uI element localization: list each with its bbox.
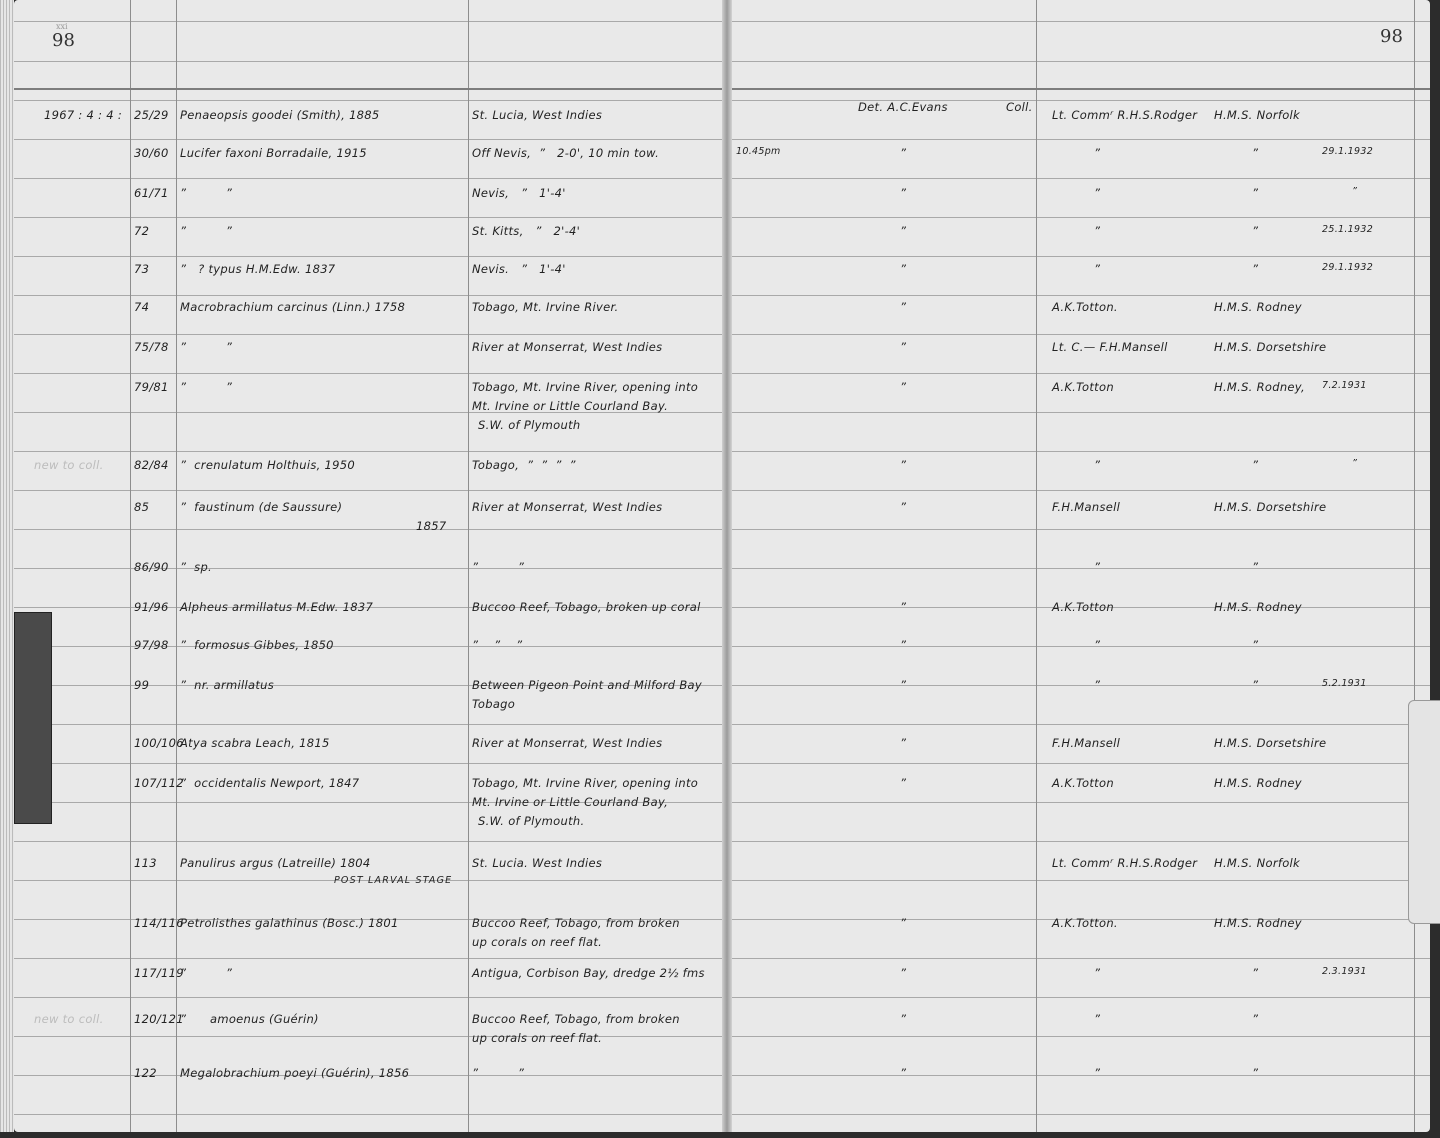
register-number: 73 bbox=[134, 262, 150, 276]
collector: ” bbox=[1094, 262, 1101, 276]
ship-name: H.M.S. Dorsetshire bbox=[1214, 340, 1327, 354]
locality-line: Mt. Irvine or Little Courland Bay. bbox=[472, 399, 669, 413]
register-number: 99 bbox=[134, 678, 150, 692]
locality: Nevis, ” 1'-4' bbox=[472, 186, 566, 200]
register-number: 100/106 bbox=[134, 736, 184, 750]
register-number: 113 bbox=[134, 856, 157, 870]
species-name: ” ” bbox=[180, 224, 233, 238]
ship-name: H.M.S. Rodney bbox=[1214, 776, 1302, 790]
collection-date: 25.1.1932 bbox=[1322, 224, 1374, 235]
locality-line: S.W. of Plymouth bbox=[478, 418, 581, 432]
species-name: ” faustinum (de Saussure) bbox=[180, 500, 343, 514]
determiner-ditto: ” bbox=[900, 776, 907, 790]
locality: Buccoo Reef, Tobago, from broken bbox=[472, 916, 680, 930]
collector: ” bbox=[1094, 1066, 1101, 1080]
locality: Between Pigeon Point and Milford Bay bbox=[472, 678, 702, 692]
locality-line: Mt. Irvine or Little Courland Bay, bbox=[472, 795, 669, 809]
collector: ” bbox=[1094, 186, 1101, 200]
locality: ” ” ” bbox=[472, 638, 523, 652]
collector: A.K.Totton bbox=[1052, 600, 1114, 614]
species-name: ” occidentalis Newport, 1847 bbox=[180, 776, 360, 790]
species-name: Petrolisthes galathinus (Bosc.) 1801 bbox=[180, 916, 399, 930]
ship-name: H.M.S. Rodney bbox=[1214, 600, 1302, 614]
register-number: 122 bbox=[134, 1066, 157, 1080]
locality: ” ” bbox=[472, 560, 525, 574]
collector: ” bbox=[1094, 678, 1101, 692]
determiner-ditto: ” bbox=[900, 1066, 907, 1080]
header-rule bbox=[14, 88, 722, 90]
determiner-ditto: ” bbox=[900, 736, 907, 750]
species-name: Panulirus argus (Latreille) 1804 bbox=[180, 856, 371, 870]
species-note: 1857 bbox=[416, 519, 447, 533]
locality-line: up corals on reef flat. bbox=[472, 935, 603, 949]
species-name: ” nr. armillatus bbox=[180, 678, 275, 692]
ship-name: H.M.S. Dorsetshire bbox=[1214, 736, 1327, 750]
ship-name: ” bbox=[1252, 638, 1259, 652]
locality-line: up corals on reef flat. bbox=[472, 1031, 603, 1045]
margin-note: new to coll. bbox=[34, 458, 104, 472]
determiner-ditto: ” bbox=[900, 458, 907, 472]
locality: River at Monserrat, West Indies bbox=[472, 340, 663, 354]
tow-time: 10.45pm bbox=[736, 146, 781, 157]
register-number: 74 bbox=[134, 300, 150, 314]
species-name: Macrobrachium carcinus (Linn.) 1758 bbox=[180, 300, 406, 314]
locality: Tobago, ” ” ” ” bbox=[472, 458, 576, 472]
collector: Lt. C.— F.H.Mansell bbox=[1052, 340, 1168, 354]
ship-name: H.M.S. Norfolk bbox=[1214, 856, 1300, 870]
page-number-left: 98 bbox=[52, 30, 75, 51]
locality: St. Lucia, West Indies bbox=[472, 108, 603, 122]
determiner-ditto: ” bbox=[900, 300, 907, 314]
locality: ” ” bbox=[472, 1066, 525, 1080]
collection-date: 5.2.1931 bbox=[1322, 678, 1367, 689]
column-rule bbox=[1414, 0, 1415, 1132]
collector: ” bbox=[1094, 224, 1101, 238]
species-name: ” crenulatum Holthuis, 1950 bbox=[180, 458, 355, 472]
species-name: ” ” bbox=[180, 966, 233, 980]
collector: Lt. Commʳ R.H.S.Rodger bbox=[1052, 108, 1198, 122]
column-rule bbox=[176, 0, 177, 1132]
determiner-ditto: ” bbox=[900, 678, 907, 692]
determiner-ditto: ” bbox=[900, 638, 907, 652]
determiner-ditto: ” bbox=[900, 224, 907, 238]
collector: ” bbox=[1094, 638, 1101, 652]
collector: A.K.Totton bbox=[1052, 776, 1114, 790]
index-tab-right bbox=[1408, 700, 1440, 924]
determiner-ditto: ” bbox=[900, 186, 907, 200]
species-name: Lucifer faxoni Borradaile, 1915 bbox=[180, 146, 367, 160]
column-rule bbox=[130, 0, 131, 1132]
locality-line: Tobago bbox=[472, 697, 516, 711]
ship-name: H.M.S. Rodney, bbox=[1214, 380, 1305, 394]
collector: ” bbox=[1094, 966, 1101, 980]
species-name: ” ? typus H.M.Edw. 1837 bbox=[180, 262, 336, 276]
collector: F.H.Mansell bbox=[1052, 500, 1121, 514]
collector: F.H.Mansell bbox=[1052, 736, 1121, 750]
register-number: 30/60 bbox=[134, 146, 169, 160]
register-number: 61/71 bbox=[134, 186, 169, 200]
ship-name: ” bbox=[1252, 1066, 1259, 1080]
register-number: 120/121 bbox=[134, 1012, 184, 1026]
ship-name: ” bbox=[1252, 186, 1259, 200]
ship-name: ” bbox=[1252, 146, 1259, 160]
locality: Tobago, Mt. Irvine River, opening into bbox=[472, 380, 699, 394]
species-name: ” ” bbox=[180, 186, 233, 200]
determiner-ditto: ” bbox=[900, 340, 907, 354]
page-edges bbox=[0, 0, 14, 1132]
locality: Buccoo Reef, Tobago, broken up coral bbox=[472, 600, 701, 614]
ship-name: ” bbox=[1252, 678, 1259, 692]
page-number-right: 98 bbox=[1380, 26, 1403, 47]
species-name: ” formosus Gibbes, 1850 bbox=[180, 638, 334, 652]
species-name: ” ” bbox=[180, 380, 233, 394]
collection-date: 7.2.1931 bbox=[1322, 380, 1367, 391]
ship-name: ” bbox=[1252, 560, 1259, 574]
determiner-ditto: ” bbox=[900, 380, 907, 394]
collection-label: Coll. bbox=[1006, 100, 1033, 114]
ship-name: ” bbox=[1252, 458, 1259, 472]
left-page bbox=[14, 0, 724, 1132]
species-name: Megalobrachium poeyi (Guérin), 1856 bbox=[180, 1066, 410, 1080]
collection-date: 2.3.1931 bbox=[1322, 966, 1367, 977]
locality: Antigua, Corbison Bay, dredge 2½ fms bbox=[472, 966, 705, 980]
collector: Lt. Commʳ R.H.S.Rodger bbox=[1052, 856, 1198, 870]
page-number-faint: xxi bbox=[56, 22, 68, 31]
locality: River at Monserrat, West Indies bbox=[472, 736, 663, 750]
locality: St. Lucia. West Indies bbox=[472, 856, 603, 870]
determiner-ditto: ” bbox=[900, 600, 907, 614]
register-number: 82/84 bbox=[134, 458, 169, 472]
header-rule bbox=[732, 88, 1430, 90]
species-name: Alpheus armillatus M.Edw. 1837 bbox=[180, 600, 374, 614]
species-name: ” amoenus (Guérin) bbox=[180, 1012, 319, 1026]
locality: Tobago, Mt. Irvine River, opening into bbox=[472, 776, 699, 790]
determiner-ditto: ” bbox=[900, 1012, 907, 1026]
register-number: 85 bbox=[134, 500, 150, 514]
collector: ” bbox=[1094, 458, 1101, 472]
right-page bbox=[728, 0, 1430, 1132]
collector: ” bbox=[1094, 560, 1101, 574]
locality: Nevis. ” 1'-4' bbox=[472, 262, 566, 276]
register-number: 114/116 bbox=[134, 916, 184, 930]
species-name: Penaeopsis goodei (Smith), 1885 bbox=[180, 108, 380, 122]
ship-name: H.M.S. Dorsetshire bbox=[1214, 500, 1327, 514]
locality-line: S.W. of Plymouth. bbox=[478, 814, 585, 828]
book-gutter bbox=[722, 0, 732, 1132]
determiner-ditto: ” bbox=[900, 500, 907, 514]
register-number: 97/98 bbox=[134, 638, 169, 652]
locality: Off Nevis, ” 2-0', 10 min tow. bbox=[472, 146, 660, 160]
ship-name: ” bbox=[1252, 1012, 1259, 1026]
collector: ” bbox=[1094, 146, 1101, 160]
species-name: ” sp. bbox=[180, 560, 213, 574]
collection-date: 29.1.1932 bbox=[1322, 262, 1374, 273]
register-number: 79/81 bbox=[134, 380, 169, 394]
register-number: 117/119 bbox=[134, 966, 184, 980]
determiner-ditto: ” bbox=[900, 262, 907, 276]
determiner-ditto: ” bbox=[900, 146, 907, 160]
locality: Buccoo Reef, Tobago, from broken bbox=[472, 1012, 680, 1026]
ship-name: ” bbox=[1252, 262, 1259, 276]
collector: A.K.Totton bbox=[1052, 380, 1114, 394]
index-tab-left bbox=[14, 612, 52, 824]
ship-name: H.M.S. Rodney bbox=[1214, 300, 1302, 314]
register-number: 86/90 bbox=[134, 560, 169, 574]
determiner-ditto: ” bbox=[900, 916, 907, 930]
ship-name: H.M.S. Rodney bbox=[1214, 916, 1302, 930]
locality: River at Monserrat, West Indies bbox=[472, 500, 663, 514]
collection-date: ” bbox=[1352, 186, 1358, 197]
register-number: 25/29 bbox=[134, 108, 169, 122]
determiner: Det. A.C.Evans bbox=[858, 100, 948, 114]
collector: A.K.Totton. bbox=[1052, 916, 1118, 930]
species-note: POST LARVAL STAGE bbox=[334, 875, 453, 886]
species-name: Atya scabra Leach, 1815 bbox=[180, 736, 330, 750]
column-rule bbox=[468, 0, 469, 1132]
register-number: 72 bbox=[134, 224, 150, 238]
collection-date: 29.1.1932 bbox=[1322, 146, 1374, 157]
collector: A.K.Totton. bbox=[1052, 300, 1118, 314]
register-number: 107/112 bbox=[134, 776, 184, 790]
locality: Tobago, Mt. Irvine River. bbox=[472, 300, 619, 314]
collection-date: ” bbox=[1352, 458, 1358, 469]
determiner-ditto: ” bbox=[900, 966, 907, 980]
ship-name: ” bbox=[1252, 966, 1259, 980]
ship-name: H.M.S. Norfolk bbox=[1214, 108, 1300, 122]
collector: ” bbox=[1094, 1012, 1101, 1026]
margin-note: new to coll. bbox=[34, 1012, 104, 1026]
species-name: ” ” bbox=[180, 340, 233, 354]
register-number: 75/78 bbox=[134, 340, 169, 354]
registration-prefix: 1967 : 4 : 4 : bbox=[44, 108, 123, 122]
locality: St. Kitts, ” 2'-4' bbox=[472, 224, 581, 238]
register-number: 91/96 bbox=[134, 600, 169, 614]
column-rule bbox=[1036, 0, 1037, 1132]
ship-name: ” bbox=[1252, 224, 1259, 238]
